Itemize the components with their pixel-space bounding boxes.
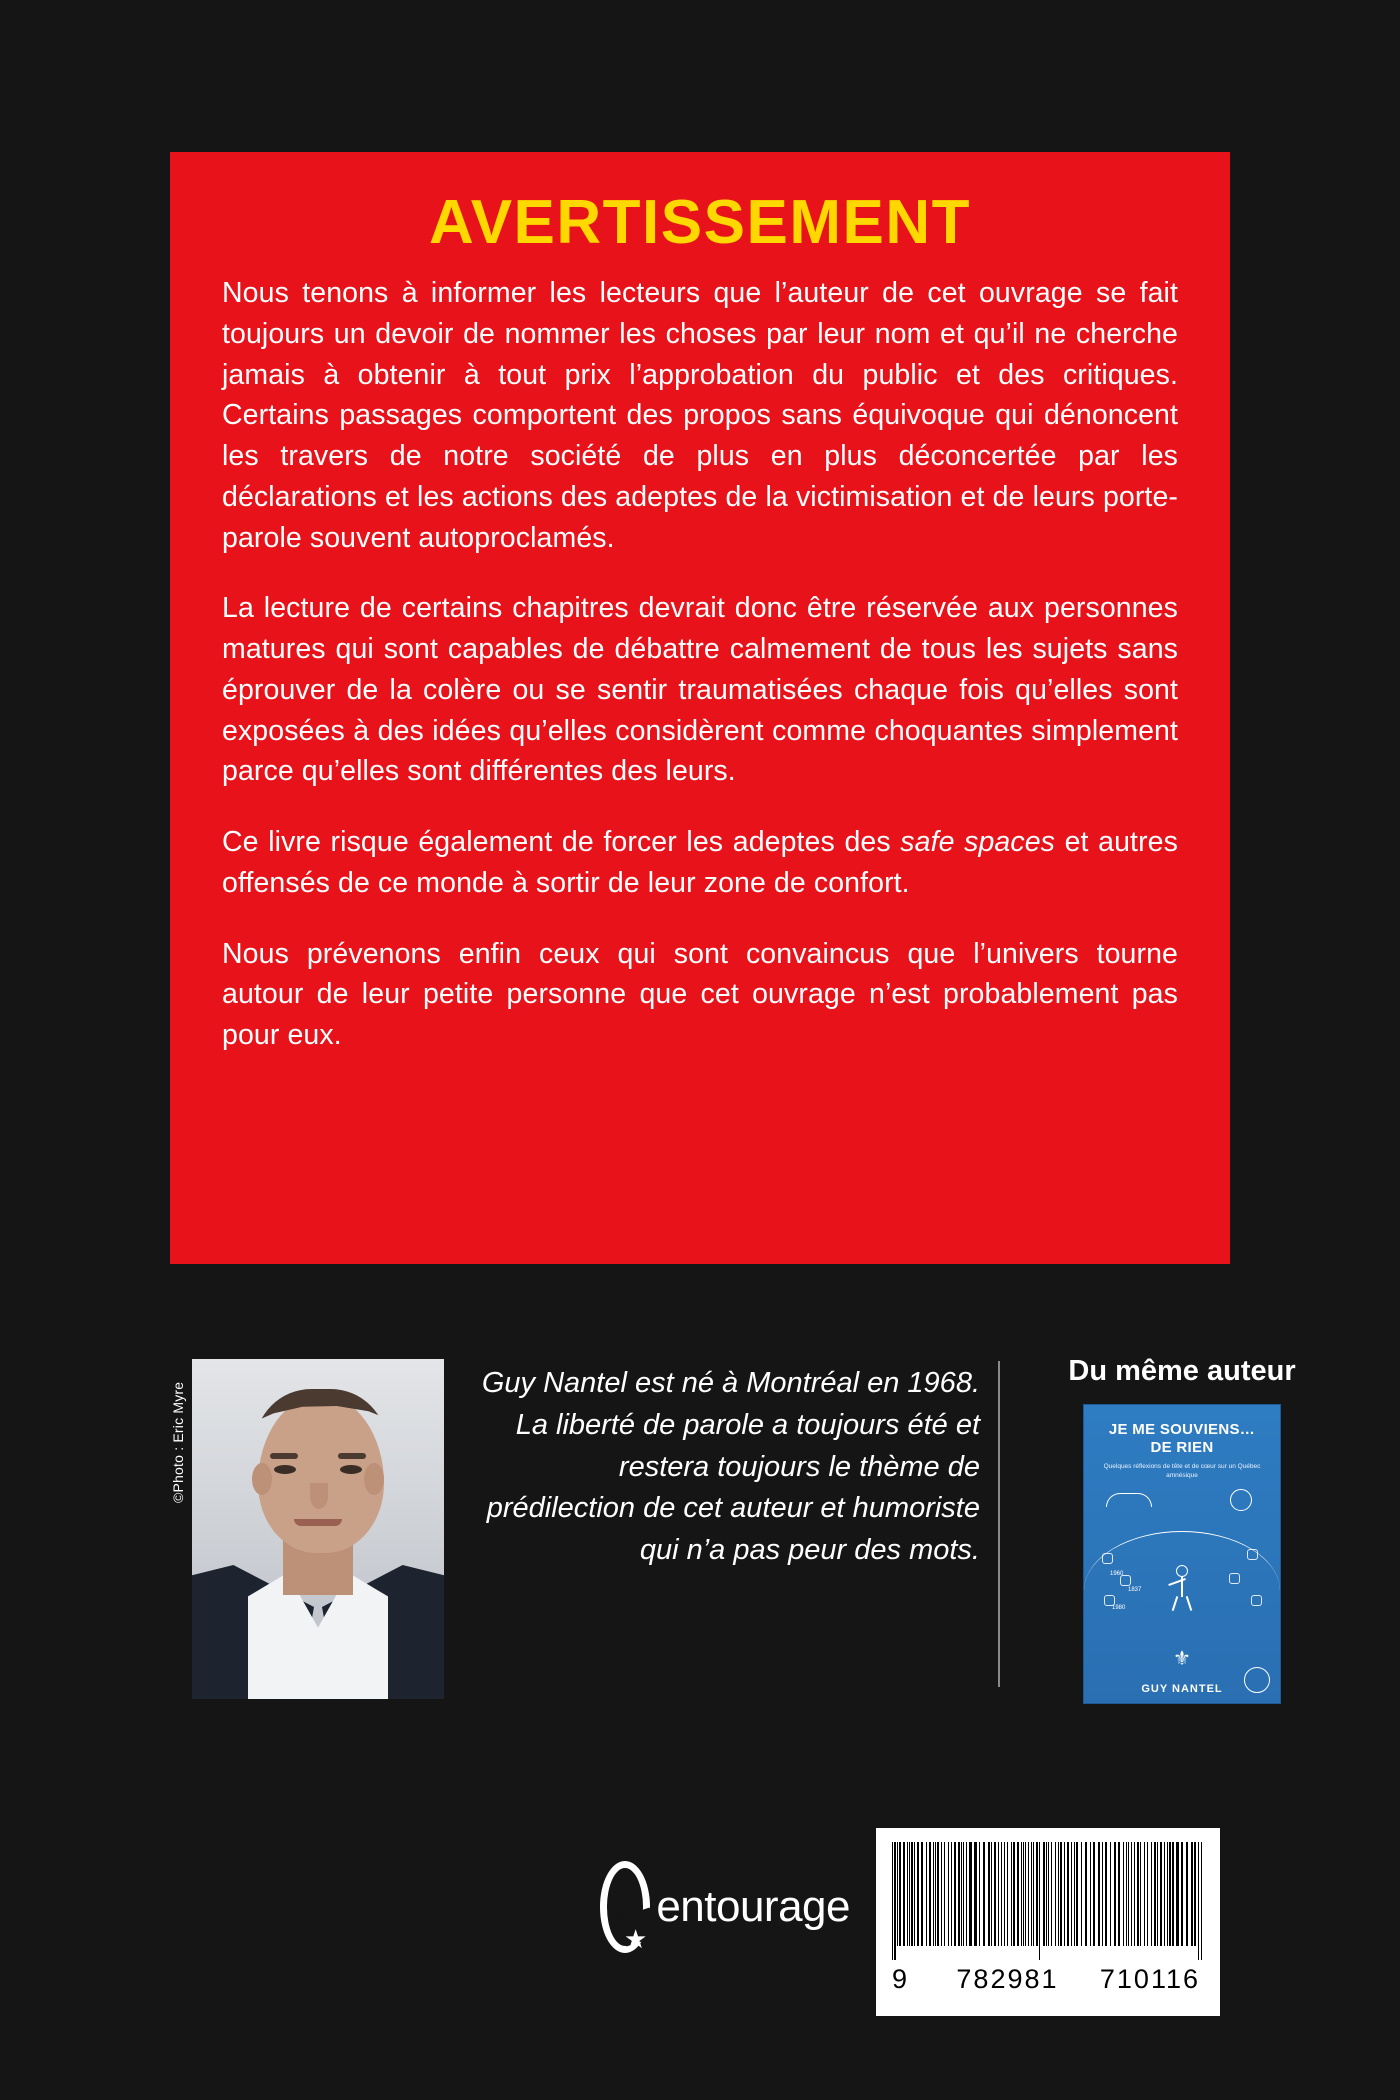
warning-paragraph-3-italic: safe spaces — [900, 826, 1056, 859]
mini-book-title-line2: DE RIEN — [1150, 1438, 1214, 1456]
warning-paragraph-3 — [222, 822, 1178, 904]
mini-book-year-3: 1980 — [1112, 1605, 1126, 1611]
barcode-bars — [892, 1842, 1204, 1960]
barcode-digits — [892, 1960, 1204, 1995]
mini-book-artwork — [1084, 1483, 1280, 1673]
publisher-logo — [600, 1852, 850, 1962]
mini-book-year-2: 1837 — [1128, 1587, 1142, 1593]
mini-book-subtitle: Quelques réflexions de tête et de cœur sur un Québec amnésique — [1103, 1463, 1261, 1479]
stick-figure-icon — [1172, 1565, 1192, 1611]
same-author-heading: Du même auteur — [1068, 1355, 1296, 1387]
warning-paragraph-3-part1: Ce livre risque également de forcer les adeptes des — [222, 826, 901, 859]
author-bio-text: Guy Nantel est né à Montréal en 1968. La liberté de parole a toujours été et restera toujours le thème de prédilection de cet auteur et humoriste qui n’a pas peur des mots. — [481, 1367, 980, 1566]
mini-book-title-line1: JE ME SOUVIENS… — [1108, 1421, 1256, 1438]
doodle-icon — [1247, 1549, 1258, 1560]
barcode-digit-group-right: 710116 — [1099, 1964, 1200, 1994]
fleur-de-lys-icon: ⚜ — [1173, 1648, 1191, 1670]
mini-book-title — [1084, 1421, 1280, 1456]
photo-credit: ©Photo : Eric Myre — [170, 1381, 186, 1503]
circle-star-logo-icon: ★ — [600, 1861, 650, 1953]
author-block — [170, 1355, 1296, 1745]
doodle-icon — [1251, 1595, 1262, 1606]
barcode-digit-group-left: 9 — [892, 1964, 910, 1994]
warning-panel — [170, 152, 1230, 1264]
doodle-icon — [1229, 1573, 1240, 1584]
same-author-book-cover — [1083, 1404, 1281, 1704]
mini-book-author: GUY NANTEL — [1141, 1683, 1223, 1695]
doodle-icon — [1102, 1553, 1113, 1564]
barcode — [876, 1828, 1220, 2016]
vertical-divider — [998, 1361, 1000, 1687]
warning-title: AVERTISSEMENT — [429, 188, 971, 257]
warning-paragraph-4: Nous prévenons enfin ceux qui sont convaincus que l’univers tourne autour de leur petite personne que cet ouvrage n’est probablement pas pour eux. — [222, 937, 1178, 1052]
warning-paragraph-2: La lecture de certains chapitres devrait donc être réservée aux personnes matures qui sont capables de débattre calmement de tous les sujets sans éprouver de la colère ou se sentir traumatisées chaque fois qu’elles sont exposées à des idées qu’elles considèrent comme choquantes simplement parce qu’elles sont différentes des leurs. — [222, 592, 1178, 788]
mini-book-year-1: 1960 — [1110, 1571, 1124, 1577]
warning-paragraph-3-part2: et autres offensés de ce monde à sortir de leur zone de confort. — [222, 826, 1178, 899]
cloud-icon — [1106, 1493, 1152, 1507]
barcode-digit-group-mid: 782981 — [956, 1964, 1059, 1994]
publisher-name: entourage — [656, 1882, 850, 1931]
same-author-section — [1032, 1355, 1332, 1704]
warning-paragraph-1: Nous tenons à informer les lecteurs que l’auteur de cet ouvrage se fait toujours un devoir de nommer les choses par leur nom et qu’il ne cherche jamais à obtenir à tout prix l’approbation du public et des critiques. Certains passages comportent des propos sans équivoque qui dénoncent les travers de notre société de plus en plus déconcertée par les déclarations et les actions des adeptes de la victimisation et de leurs porte-parole souvent autoproclamés. — [222, 277, 1178, 554]
author-portrait-photo — [192, 1359, 444, 1699]
sun-icon — [1230, 1489, 1252, 1511]
